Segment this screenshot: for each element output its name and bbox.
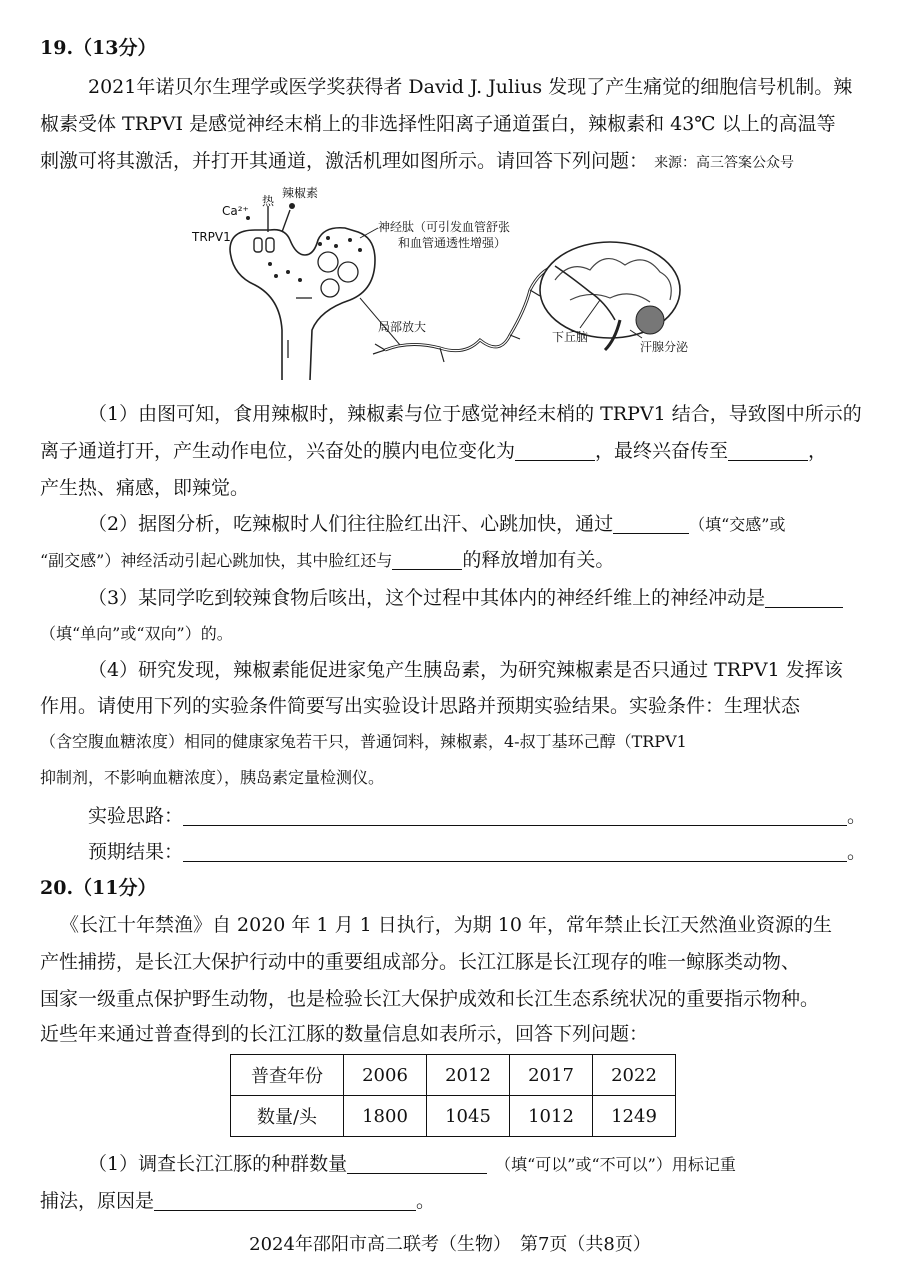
table-row [231,1055,676,1096]
trpv1-channel-right [266,238,274,252]
page-footer: 2024年邵阳市高二联考（生物） 第7页（共8页） [249,1234,651,1255]
answer-blank-experiment-design[interactable] [183,805,847,826]
q20-intro-line-4: 近些年来通过普查得到的长江江豚的数量信息如表所示，回答下列问题： [40,1023,649,1045]
q19-part1-line-2 [40,439,827,463]
q19-part3-line-1 [88,586,843,610]
vesicle-1 [318,252,338,272]
answer-blank-nerve-type[interactable] [613,513,689,534]
expected-result-label: 预期结果： [88,841,184,863]
expected-result-end: 。 [847,841,867,863]
answer-blank-impulse-direction[interactable] [765,587,843,608]
expected-result-row [88,840,866,864]
table-cell: 2022 [593,1055,676,1096]
q20-part1-text-b: （填“可以”或“不可以”）用标记重 [495,1155,736,1174]
q20-header: 20.（11分） [40,877,157,899]
nerve-fiber [385,266,555,351]
answer-blank-mark-recapture[interactable] [347,1153,487,1174]
q19-part4-line-2: 作用。请使用下列的实验条件简要写出实验设计思路并预期实验结果。实验条件：生理状态 [40,695,801,717]
table-cell: 1045 [427,1096,510,1137]
table-header-year: 普查年份 [231,1055,344,1096]
table-cell: 2012 [427,1055,510,1096]
table-cell: 2006 [344,1055,427,1096]
q19-part2-line-2 [40,548,614,573]
answer-blank-potential-change[interactable] [515,440,595,461]
q19-part2-text-a: （2）据图分析，吃辣椒时人们往往脸红出汗、心跳加快，通过 [88,513,614,535]
q20-part1-line-2 [40,1189,435,1213]
q20-part1-text-a: （1）调查长江江豚的种群数量 [88,1153,348,1175]
porpoise-census-table [230,1054,676,1137]
local-amplify-label: 局部放大 [378,320,427,334]
answer-blank-destination[interactable] [728,440,808,461]
trpv1-label: TRPV1 [192,230,231,244]
neuropeptide-label-1: 神经肽（可引发血管舒张 [378,220,511,234]
vesicle-3 [321,279,339,297]
q19-part2-text-b: （填“交感”或 [689,515,786,534]
q19-part1-text-b: ，最终兴奋传至 [595,440,729,462]
vesicle-2 [338,262,358,282]
q19-intro-line-3-text: 刺激可将其激活，并打开其通道，激活机理如图所示。请回答下列问题： [40,150,649,172]
q19-part3-line-2: （填“单向”或“双向”）的。 [40,624,233,643]
nerve-ending-outline [230,228,375,380]
q19-part1-text-a: 离子通道打开，产生动作电位，兴奋处的膜内电位变化为 [40,440,516,462]
q19-part3-text-a: （3）某同学吃到较辣食物后咳出，这个过程中其体内的神经纤维上的神经冲动是 [88,587,766,609]
table-cell: 1249 [593,1096,676,1137]
table-header-count: 数量/头 [231,1096,344,1137]
q19-intro-line-3 [40,149,794,175]
ca-label: Ca²⁺ [222,204,249,218]
q19-header: 19.（13分） [40,37,157,59]
neuropeptide-label-2: 和血管通透性增强） [398,236,507,250]
experiment-design-label: 实验思路： [88,805,184,827]
q20-intro-line-1: 《长江十年禁渔》自 2020 年 1 月 1 日执行，为期 10 年，常年禁止长江天然渔业资源的生 [60,914,833,936]
q20-intro-line-3: 国家一级重点保护野生动物，也是检验长江大保护成效和长江生态系统状况的重要指示物种。 [40,988,820,1010]
heat-label: 热 [262,194,275,208]
q19-part1-text-c: ， [808,440,828,462]
capsaicin-label: 辣椒素 [282,186,319,200]
q20-part1-text-d: 。 [416,1190,436,1212]
trpv1-channel-left [254,238,262,252]
q20-part1-line-1 [88,1152,736,1177]
q20-intro-line-2: 产性捕捞，是长江大保护行动中的重要组成部分。长江江豚是长江现存的唯一鲸豚类动物、 [40,951,801,973]
capsaicin-arrow [282,210,290,232]
hypothalamus-label: 下丘脑 [552,330,589,344]
trpv1-mechanism-figure [210,180,690,390]
experiment-design-end: 。 [847,805,867,827]
table-cell: 1012 [510,1096,593,1137]
neuropeptide-pointer [360,228,378,238]
q19-part4-line-3: （含空腹血糖浓度）相同的健康家兔若干只，普通饲料，辣椒素，4-叔丁基环己醇（TRPV1 [40,732,687,751]
q19-part1-line-3: 产生热、痛感，即辣觉。 [40,477,250,499]
source-note: 来源：高三答案公众号 [654,155,795,171]
q19-part4-line-1: （4）研究发现，辣椒素能促进家兔产生胰岛素，为研究辣椒素是否只通过 TRPV1 发挥该 [88,659,843,681]
table-cell: 2017 [510,1055,593,1096]
answer-blank-reason[interactable] [154,1190,416,1211]
table-cell: 1800 [344,1096,427,1137]
q19-part1-line-1: （1）由图可知，食用辣椒时，辣椒素与位于感觉神经末梢的 TRPV1 结合，导致图中所示的 [88,403,862,425]
q19-intro-line-2: 椒素受体 TRPVI 是感觉神经末梢上的非选择性阳离子通道蛋白，辣椒素和 43℃ 以上的高温等 [40,113,836,135]
q20-part1-text-c: 捕法，原因是 [40,1190,155,1212]
nerve-ending-outline-left [230,250,282,380]
ion-dots [268,236,362,282]
q19-part2-line-1 [88,512,785,537]
answer-blank-expected-result[interactable] [183,841,847,862]
experiment-design-row [88,804,866,828]
answer-blank-released-substance[interactable] [392,549,462,570]
q19-part4-line-4: 抑制剂，不影响血糖浓度），胰岛素定量检测仪。 [40,768,385,787]
capsaicin-dot [289,203,295,209]
cerebellum [636,306,664,334]
q19-part2-text-c: “副交感”）神经活动引起心跳加快，其中脸红还与 [40,551,393,570]
q19-part2-text-d: 的释放增加有关。 [462,549,615,571]
q19-intro-line-1: 2021年诺贝尔生理学或医学奖获得者 David J. Julius 发现了产生痛觉的细胞信号机制。辣 [88,76,853,98]
table-row [231,1096,676,1137]
sweat-gland-label: 汗腺分泌 [640,340,689,354]
